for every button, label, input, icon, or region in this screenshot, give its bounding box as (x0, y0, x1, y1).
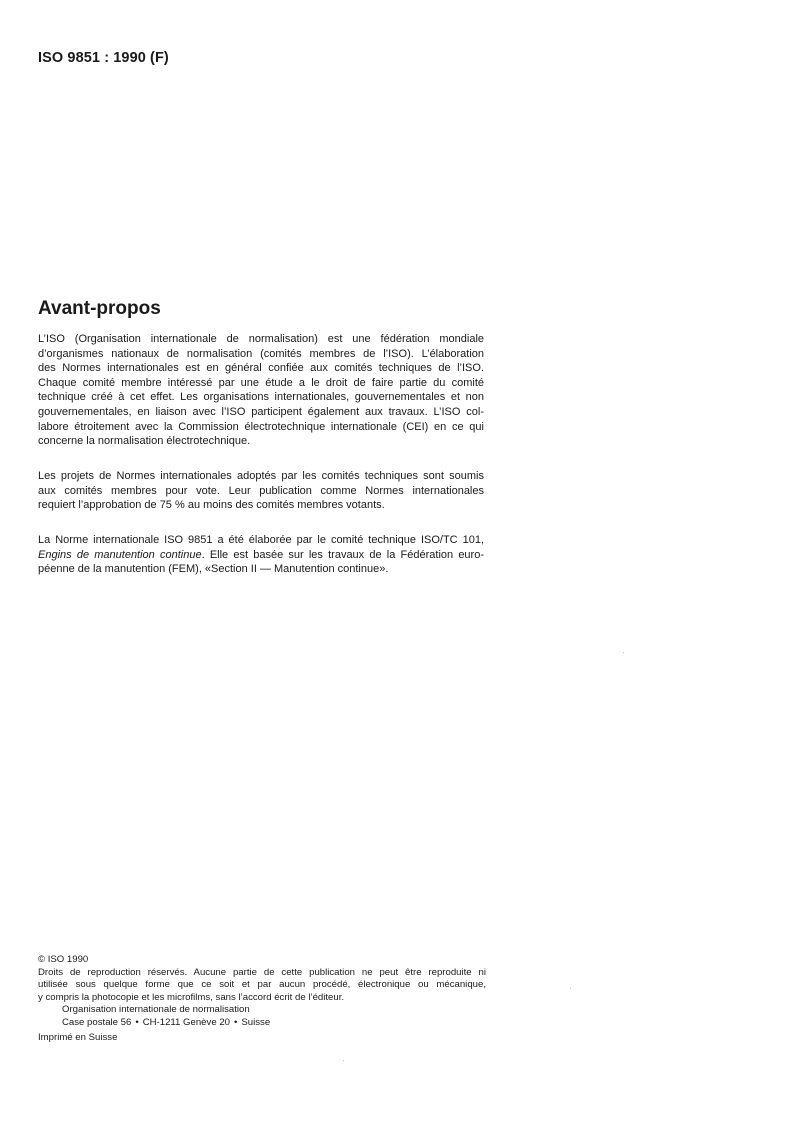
scan-speck (623, 652, 624, 653)
text-line: péenne de la manutention (FEM), «Section II — Manutention continue». (38, 563, 389, 576)
text-line: des Normes internationales est en général confiée aux comités techniques de l’ISO. (38, 362, 484, 375)
foreword-paragraph-2 (38, 469, 484, 513)
text-line: concerne la normalisation électrotechnique. (38, 435, 251, 448)
bullet-icon: • (135, 1016, 139, 1028)
section-title: Avant-propos (38, 298, 161, 319)
text-line: y compris la photocopie et les microfilms, sans l’accord écrit de l’éditeur. (38, 991, 345, 1003)
copyright-notice: © ISO 1990 (38, 954, 89, 965)
text-line: requiert l’approbation de 75 % au moins des comités membres votants. (38, 499, 385, 512)
text-line: d’organismes nationaux de normalisation (comités membres de l’ISO). L’élaboration (38, 347, 484, 360)
organisation-name: Organisation internationale de normalisation (62, 1004, 250, 1015)
foreword-paragraph-1 (38, 332, 484, 449)
foreword-paragraph-3 (38, 533, 484, 577)
copyright-footer (38, 954, 486, 1045)
text-line: labore étroitement avec la Commission électrotechnique internationale (CEI) en ce qui (38, 420, 484, 433)
text-segment: . Elle est basée sur les travaux de la Fédération euro- (201, 548, 484, 561)
committee-title-italic: Engins de manutention continue (38, 548, 202, 561)
scan-speck (570, 988, 571, 989)
text-line: L’ISO (Organisation internationale de normalisation) est une fédération mondiale (38, 333, 484, 345)
bullet-icon: • (234, 1016, 238, 1028)
text-line: Chaque comité membre intéressé par une étude a le droit de faire partie du comité (38, 376, 484, 389)
text-line: gouvernementales, en liaison avec l’ISO participent également aux travaux. L’ISO col- (38, 405, 484, 418)
address-part: CH-1211 Genève 20 (142, 1016, 230, 1028)
text-line: La Norme internationale ISO 9851 a été élaborée par le comité technique ISO/TC 101, (38, 534, 484, 546)
text-line: utilisée sous quelque forme que ce soit et par aucun procédé, électronique ou mécanique, (38, 979, 486, 990)
text-line: technique créé à cet effet. Les organisations internationales, gouvernementales et non (38, 391, 484, 404)
text-line: Droits de reproduction réservés. Aucune partie de cette publication ne peut être reproduite ni (38, 966, 486, 978)
postal-address (38, 1017, 486, 1030)
document-reference: ISO 9851 : 1990 (F) (38, 50, 169, 66)
address-part: Suisse (241, 1016, 271, 1028)
address-part: Case postale 56 (62, 1016, 132, 1028)
text-line (38, 548, 484, 563)
scan-speck (343, 1060, 344, 1061)
rights-statement (38, 967, 486, 1005)
text-line: Les projets de Normes internationales adoptés par les comités techniques sont soumis (38, 470, 484, 482)
text-line: aux comités membres pour vote. Leur publication comme Normes internationales (38, 484, 484, 497)
printed-in: Imprimé en Suisse (38, 1032, 118, 1043)
